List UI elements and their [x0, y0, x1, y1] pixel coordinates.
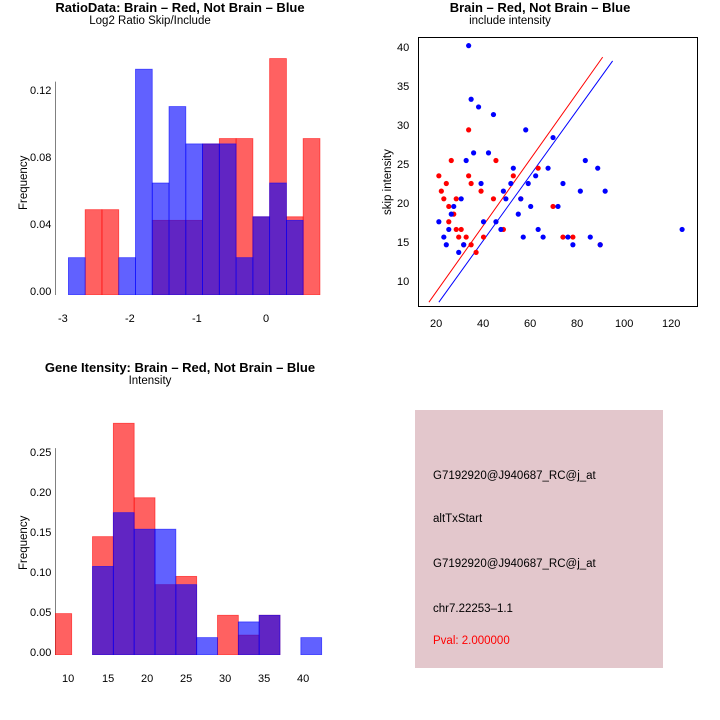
scatter-x-tick-100: 100 — [615, 318, 634, 330]
scatter-y-tick-20: 20 — [397, 198, 410, 210]
scatter-y-tick-15: 15 — [397, 237, 410, 249]
gene-x-tick-25: 25 — [180, 673, 193, 685]
scatter-x-tick-60: 60 — [524, 318, 537, 330]
scatter-y-tick-40: 40 — [397, 42, 410, 54]
gene-intensity-title: Gene Itensity: Brain – Red, Not Brain – Blue — [44, 360, 316, 375]
info-line-probe-id-2: G7192920@J940687_RC@j_at — [433, 558, 596, 570]
ratio-x-tick-1: -2 — [125, 313, 135, 325]
info-line-probe-id: G7192920@J940687_RC@j_at — [433, 470, 596, 482]
ratio-y-tick-1: 0.04 — [30, 219, 52, 231]
ratio-histogram-panel — [0, 0, 360, 360]
ratio-x-tick-0: -3 — [58, 313, 68, 325]
gene-y-tick-0: 0.00 — [30, 647, 52, 659]
scatter-x-tick-20: 20 — [430, 318, 443, 330]
ratio-y-tick-0: 0.00 — [30, 286, 52, 298]
ratio-x-tick-3: 0 — [263, 313, 270, 325]
gene-y-tick-5: 0.25 — [30, 447, 52, 459]
gene-y-tick-4: 0.20 — [30, 487, 52, 499]
info-panel — [360, 360, 720, 720]
gene-x-tick-40: 40 — [297, 673, 310, 685]
gene-x-tick-20: 20 — [141, 673, 154, 685]
ratio-x-tick-2: -1 — [192, 313, 202, 325]
info-line-event-type: altTxStart — [433, 513, 483, 525]
scatter-x-tick-80: 80 — [571, 318, 584, 330]
intensity-scatter-xlabel: include intensity — [469, 15, 551, 27]
gene-x-tick-10: 10 — [62, 673, 75, 685]
gene-intensity-ylabel: Frequency — [18, 515, 30, 570]
ratio-histogram-title: RatioData: Brain – Red, Not Brain – Blue — [55, 0, 305, 15]
gene-intensity-plot — [55, 415, 330, 655]
ratio-histogram-ylabel: Frequency — [18, 155, 30, 210]
intensity-scatter-panel — [360, 0, 720, 360]
ratio-histogram-plot — [55, 55, 330, 295]
info-line-locus: chr7.22253–1.1 — [433, 603, 513, 615]
gene-intensity-xlabel: Intensity — [128, 375, 172, 387]
scatter-x-tick-40: 40 — [477, 318, 490, 330]
scatter-y-tick-25: 25 — [397, 159, 410, 171]
gene-y-tick-1: 0.05 — [30, 607, 52, 619]
gene-intensity-panel — [0, 360, 360, 720]
intensity-scatter-plot — [418, 37, 698, 307]
scatter-y-tick-35: 35 — [397, 81, 410, 93]
intensity-scatter-ylabel: skip intensity — [382, 149, 394, 215]
scatter-x-tick-120: 120 — [662, 318, 681, 330]
ratio-histogram-xlabel: Log2 Ratio Skip/Include — [89, 15, 211, 27]
ratio-y-tick-3: 0.12 — [30, 85, 52, 97]
intensity-scatter-title: Brain – Red, Not Brain – Blue — [449, 0, 631, 15]
scatter-y-tick-10: 10 — [397, 276, 410, 288]
info-line-pval: Pval: 2.000000 — [433, 635, 510, 647]
gene-x-tick-30: 30 — [219, 673, 232, 685]
gene-x-tick-35: 35 — [258, 673, 271, 685]
scatter-y-tick-30: 30 — [397, 120, 410, 132]
info-box — [415, 410, 663, 668]
gene-x-tick-15: 15 — [102, 673, 115, 685]
gene-y-tick-3: 0.15 — [30, 527, 52, 539]
gene-y-tick-2: 0.10 — [30, 567, 52, 579]
ratio-y-tick-2: 0.08 — [30, 152, 52, 164]
